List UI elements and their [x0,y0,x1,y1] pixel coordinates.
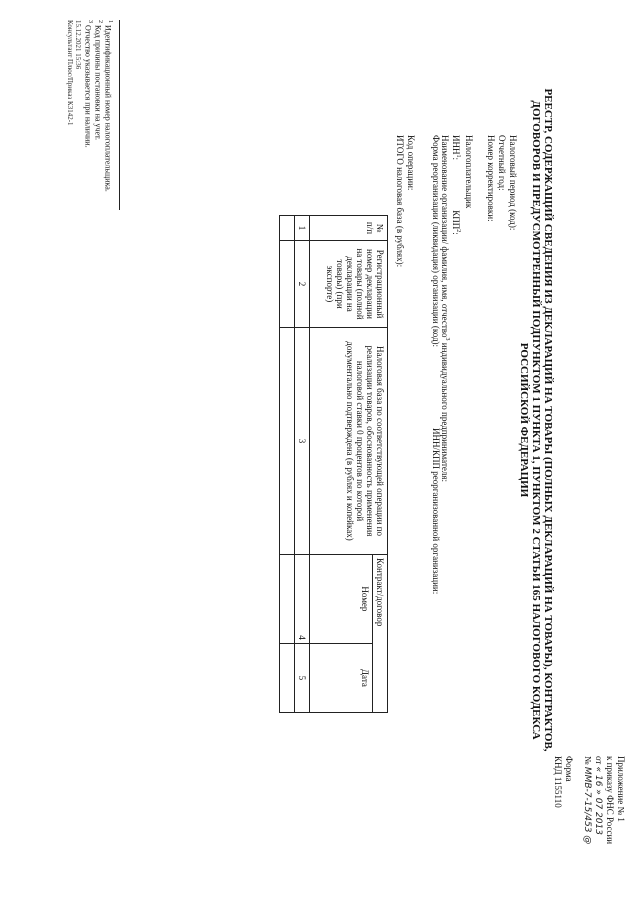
handwritten-number: ММВ-7-15/453 @ [582,766,592,845]
date-prefix: от [594,756,604,765]
knd-code: КНД 1155110 [553,756,563,808]
print-stamp-date: 15.12.2021 15:36 [74,20,82,70]
appendix-label: Приложение № 1 [616,756,626,822]
registry-table [279,215,388,713]
col-num-4: 4 [295,555,310,644]
footnote-3: $^3$ Отчество указывается при наличии. [83,20,93,148]
number-prefix: № [583,756,593,765]
footnote-divider [119,20,120,210]
correction-label: Номер корректировки: [486,135,496,222]
order-number-row [582,756,593,844]
tax-period-label: Налоговый период (код): [508,135,518,231]
col-number-header: № п/п [310,216,388,241]
print-stamp-source: Консультант Плюс/Приказ К3142-1 [66,20,74,126]
order-label: к приказу ФНС России [605,756,615,845]
col-num-1: 1 [295,216,310,241]
footnote-2: $^2$ Код причины постановки на учет. [93,20,103,141]
order-date-row [593,756,604,835]
col-num-2: 2 [295,241,310,328]
column-number-row [295,216,310,713]
col-tax-base-header: Налоговая база по соответствующей операции по реализации товаров, обоснованность применения налоговой ставки 0 процентов по которой документально подтверждена (в рублях и копейках) [310,328,388,555]
year-label: Отчетный год: [497,135,507,191]
col-num-5: 5 [295,643,310,712]
col-contract-number-header: Номер [310,555,373,644]
org-name-row: Наименование организации/ фамилия, имя, отчество$^3$ индивидуального предпринимателя: [440,135,450,482]
col-contract-header: Контракт/договор [373,555,388,713]
empty-data-row [280,216,295,713]
footnote-1: $^1$ Идентификационный номер налогоплательщика. [103,20,113,192]
op-code-label: Код операции: [406,135,416,191]
kpp-label: КПП [451,210,461,230]
col-declaration-header: Регистрационный номер декларации на товары (полной декларации на товары) (при экспорте) [310,241,388,328]
inn-label: ИНН [451,135,461,155]
reorg-inn-label: ИНН/КПП реорганизованной организации: [431,428,441,595]
handwritten-date: « 16 » 07 2013 [593,766,603,835]
form-label: Форма [564,756,574,782]
taxpayer-label: Налогоплательщик [464,135,474,209]
document-title: РЕЕСТР, СОДЕРЖАЩИЙ СВЕДЕНИЯ ИЗ ДЕКЛАРАЦИЙ НА ТОВАРЫ (ПОЛНЫХ ДЕКЛАРАЦИЙ НА ТОВАРЫ), КОНТРАКТОВ, ДОГОВОРОВ И ПРЕДУСМОТРЕННЫЙ ПОДПУНКТОМ 1 ПУНКТА 1, ПУНКТОМ 2 СТАТЬИ 165 НАЛОГОВОГО КОДЕКСА РОССИЙСКОЙ ФЕДЕРАЦИИ [518,88,554,752]
total-base-label: ИТОГО налоговая база (в рублях): [395,135,405,268]
inn-kpp-row: ИНН$^1$: КПП$^2$: [451,135,461,235]
col-num-3: 3 [295,328,310,555]
col-contract-date-header: Дата [310,643,373,712]
reorg-form-label: Форма реорганизации (ликвидация) организации (код): [431,135,441,348]
